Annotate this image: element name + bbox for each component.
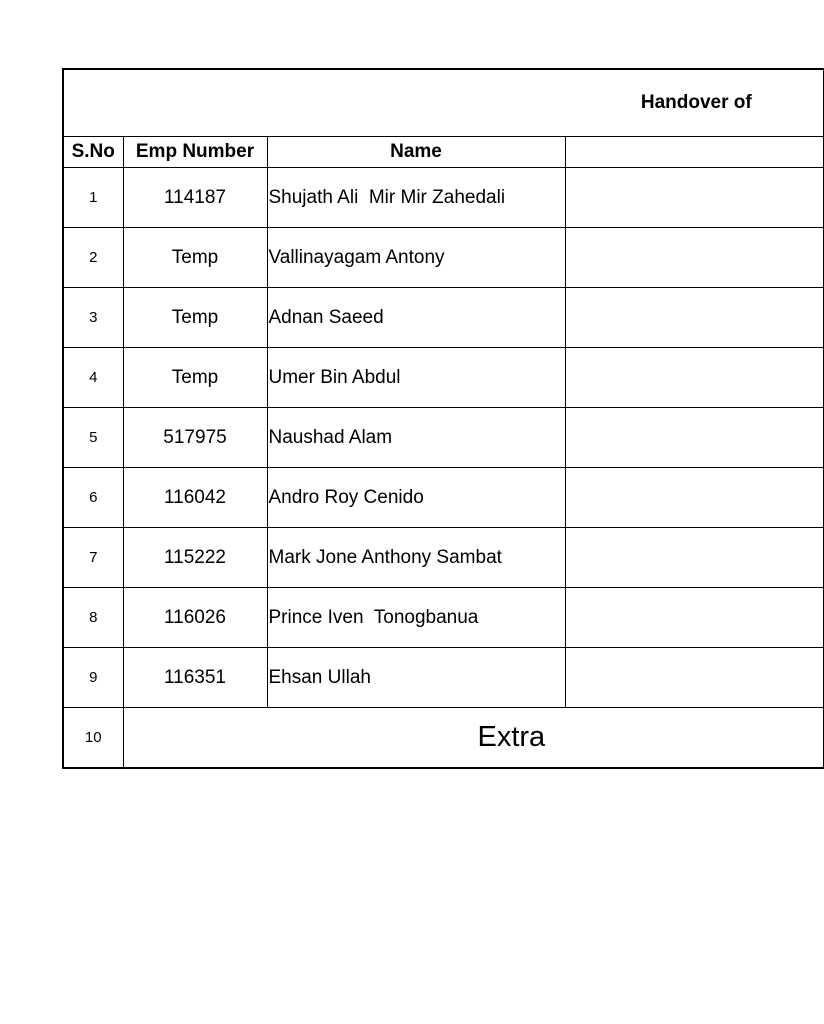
row-emp-number: 115222 (123, 528, 267, 588)
row-blank (565, 468, 823, 528)
row-blank (565, 588, 823, 648)
row-sno: 2 (63, 228, 123, 288)
extra-row (63, 708, 823, 769)
row-blank (565, 528, 823, 588)
table-row (63, 588, 823, 648)
row-name: Mark Jone Anthony Sambat (267, 528, 565, 588)
row-emp-number: 114187 (123, 168, 267, 228)
handover-table (62, 68, 824, 769)
table-row (63, 648, 823, 708)
row-name: Shujath Ali Mir Mir Zahedali (267, 168, 565, 228)
row-blank (565, 228, 823, 288)
row-sno: 6 (63, 468, 123, 528)
table-row (63, 228, 823, 288)
row-name: Adnan Saeed (267, 288, 565, 348)
row-emp-number: 116026 (123, 588, 267, 648)
row-blank (565, 168, 823, 228)
row-emp-number: 116042 (123, 468, 267, 528)
header-name: Name (267, 137, 565, 168)
header-sno: S.No (63, 137, 123, 168)
row-name: Vallinayagam Antony (267, 228, 565, 288)
title-cell (63, 69, 823, 137)
row-emp-number: Temp (123, 288, 267, 348)
table-row (63, 348, 823, 408)
row-name: Ehsan Ullah (267, 648, 565, 708)
row-name: Naushad Alam (267, 408, 565, 468)
row-sno: 7 (63, 528, 123, 588)
row-blank (565, 348, 823, 408)
row-sno: 5 (63, 408, 123, 468)
table-row (63, 168, 823, 228)
spreadsheet-page (62, 68, 752, 772)
row-sno: 9 (63, 648, 123, 708)
row-sno: 1 (63, 168, 123, 228)
row-name: Andro Roy Cenido (267, 468, 565, 528)
row-blank (565, 648, 823, 708)
table-row (63, 288, 823, 348)
row-sno: 3 (63, 288, 123, 348)
table-row (63, 468, 823, 528)
row-sno: 8 (63, 588, 123, 648)
extra-cell (123, 708, 823, 769)
row-sno: 4 (63, 348, 123, 408)
table-row (63, 408, 823, 468)
row-emp-number: 517975 (123, 408, 267, 468)
row-sno: 10 (63, 708, 123, 769)
row-emp-number: Temp (123, 228, 267, 288)
sheet-title: Handover of (640, 92, 752, 113)
header-blank (565, 137, 823, 168)
header-emp-number: Emp Number (123, 137, 267, 168)
row-blank (565, 288, 823, 348)
row-blank (565, 408, 823, 468)
row-name: Umer Bin Abdul (267, 348, 565, 408)
row-name: Prince Iven Tonogbanua (267, 588, 565, 648)
table-row (63, 528, 823, 588)
row-emp-number: 116351 (123, 648, 267, 708)
extra-label: Extra (477, 721, 546, 753)
row-emp-number: Temp (123, 348, 267, 408)
